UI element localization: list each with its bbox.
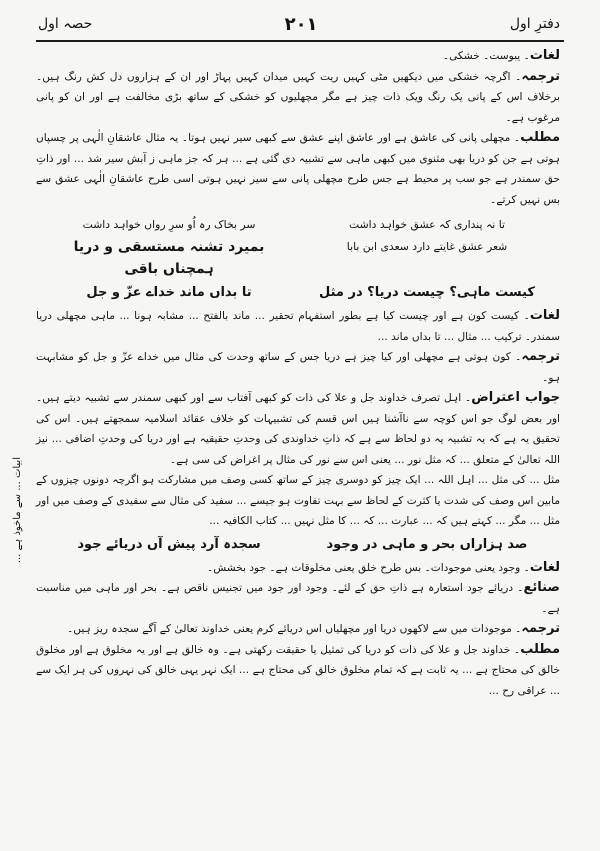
paragraph xyxy=(36,619,560,640)
section-label: مطلب xyxy=(520,641,560,657)
header-rule xyxy=(36,40,564,42)
margin-note xyxy=(2,250,34,770)
paragraph xyxy=(36,578,560,619)
margin-note-text: ابیات ... سے ماخوذ ہے ... xyxy=(12,456,23,564)
verse-half: کیست ماہی؟ چیست دریا؟ در مثل xyxy=(319,285,535,300)
paragraph xyxy=(36,558,560,579)
section-text: ۔ کیست کون ہے اور چیست کیا ہے بطور استفہام تحقیر ... ماند بالفتح ... مشابہ ہونا ... ماہی مچھلی دریا سمندر۔ ترکیب ... مثال ... تا بداں ماند ... xyxy=(36,310,560,343)
verse-half: صد ہزاراں بحر و ماہی در وجود xyxy=(326,536,528,552)
section-label: ترجمہ xyxy=(521,621,560,636)
paragraph xyxy=(36,128,560,210)
section-text: ۔ یبوست۔ خشکی۔ xyxy=(442,50,530,62)
couplet xyxy=(52,282,544,304)
paragraph xyxy=(36,470,560,532)
section-text: ۔ دریائے جود استعارہ ہے ذاتِ حق کے لئے۔ وجود اور جود میں تجنیس ناقص ہے۔ بحر اور ماہی میں مناسبت ہے۔ xyxy=(36,582,560,615)
section-label: ترجمہ xyxy=(521,68,560,84)
verse-half: سجدہ آرد پیش آں دریائے جود xyxy=(77,536,261,552)
section-label: ترجمہ xyxy=(521,349,560,364)
section-text: ۔ مچھلی پانی کی عاشق ہے اور عاشق اپنے عشق سے کبھی سیر نہیں ہوتا۔ یہ مثال عاشقانِ الٰہی پر چسپاں ہوتی ہے جن کو دریا بھی مثنوی میں کبھی ماہی سے تشبیہ دی گئی ہے ... ہر کہ جز ماہی ز آبش سیر شد ... اور ذاتِ حق سمندر ہے جو سب پر محیط ہے جس طرح مچھلی پانی سے سیر نہیں ہوتی اسی طرح عاشقانِ الٰہی عشق سے بس نہیں کرتے۔ xyxy=(36,132,560,206)
paragraph xyxy=(36,67,560,129)
page-header xyxy=(38,8,560,40)
section-text: مثل ... کی مثل ... اہل اللہ ... ایک چیز کو دوسری چیز کے ساتھ کسی وصف میں مشارکت ہو اگرچہ دونوں چیزوں کے مابین اس وصف کی شدت یا کثرت کے لحاظ سے بہت تفاوت ہو جیسے ... سفید کی مثال سے سفیدی کے وصف میں اور مثل ... مگر ... کہتے ہیں کہ ... عبارت ... کہ ... کا مثل نہیں ... کتاب الکافیہ ... xyxy=(36,474,560,527)
paragraph xyxy=(36,640,560,702)
verse-block xyxy=(52,214,544,280)
section-text: ۔ وجود یعنی موجودات۔ بس طرح خلق یعنی مخلوقات ہے۔ جود بخشش۔ xyxy=(207,561,530,574)
verse-half: سر بخاک رہ اُو سرِ رواں خواہد داشت xyxy=(82,218,256,231)
section-text: ۔ کون ہوتی ہے مچھلی اور کیا چیز ہے دریا جس کے ساتھ وحدت کی مثال میں خداے عزّ و جل کو مشابہت ہو۔ xyxy=(36,351,560,384)
paragraph xyxy=(36,46,560,67)
part-title: حصہ اول xyxy=(38,16,93,32)
page-body xyxy=(36,46,560,843)
section-text: ۔ موجودات میں سے لاکھوں دریا اور مچھلیاں اس دریائے کرم یعنی خداوند تعالیٰ کے آگے سجدہ ریز ہیں۔ xyxy=(67,623,522,635)
section-label: مطلب xyxy=(520,130,560,145)
section-label: لغات xyxy=(529,48,560,63)
couplet xyxy=(52,534,544,556)
section-text: ۔ اہل تصرف خداوند جل و علا کی ذات کو کبھی آفتاب سے اور کبھی سمندر سے تشبیہ دیتے ہیں۔ اور بعض لوگ جو اس کوچہ سے ناآشنا ہیں اس قسم کی تشبیہات کو خلاف عقائد اسلامیہ سمجھتے ہیں۔ اس کی تحقیق یہ ہے کہ یہ تشبیہ یہ دو لحاظ سے ہے کہ ذاتِ خداوندی کی وحدتِ حقیقیہ ہے اور دریا کی وحدتِ اضافی ... نیز اللہ تعالیٰ کے متعلق ... کہ مثل نور ... یعنی اس سے نور کی مثال پر اغراض کی سی ہے۔ xyxy=(36,392,560,466)
page-number: ۲۰۱ xyxy=(284,13,318,35)
verse-half: تا بداں ماند خداے عزّ و جل xyxy=(86,285,252,300)
section-text: ۔ اگرچہ خشکی میں دیکھیں مٹی کہیں ریت کہیں میدان کہیں پہاڑ اور ان کے ہزاروں دل کش رنگ ہیں۔ برخلاف اس کے پانی یک رنگ ویک ذات چیز ہے مگر مچھلیوں کو خشکی کے ساتھ بڑی مخالفت ہے اور ان کو پانی مرغوب ہے۔ xyxy=(36,70,560,124)
section-label: لغات xyxy=(529,559,560,575)
section-label: جواب اعتراض xyxy=(471,390,560,405)
paragraph xyxy=(36,306,560,347)
verse-half: تا نہ پنداری کہ عشق خواہد داشت xyxy=(348,218,506,231)
paragraph xyxy=(36,347,560,388)
verse-half: بمیرد تشنہ مستسقی و دریا ہمچناں باقی xyxy=(73,239,265,277)
verse-half: شعر عشق غایتے دارد سعدی ابن بابا xyxy=(346,240,508,253)
paragraph xyxy=(36,388,560,470)
section-text: ۔ خداوند جل و علا کی ذات کو دریا کی تمثیل یا حقیقت رکھتی ہے۔ وہ خالق ہے اور یہ مخلوق ہے اور مخلوق خالق کی محتاج ہے ... یہ ثابت ہے کہ تمام مخلوق خالق کی محتاج ہے ... ایک نہر یہی خالق کی نہروں کی ہر ایک سے ... عراقی رح ... xyxy=(36,643,560,697)
book-title: دفترِ اول xyxy=(509,16,560,32)
section-label: لغات xyxy=(529,308,560,323)
section-label: صنائع xyxy=(523,580,560,595)
